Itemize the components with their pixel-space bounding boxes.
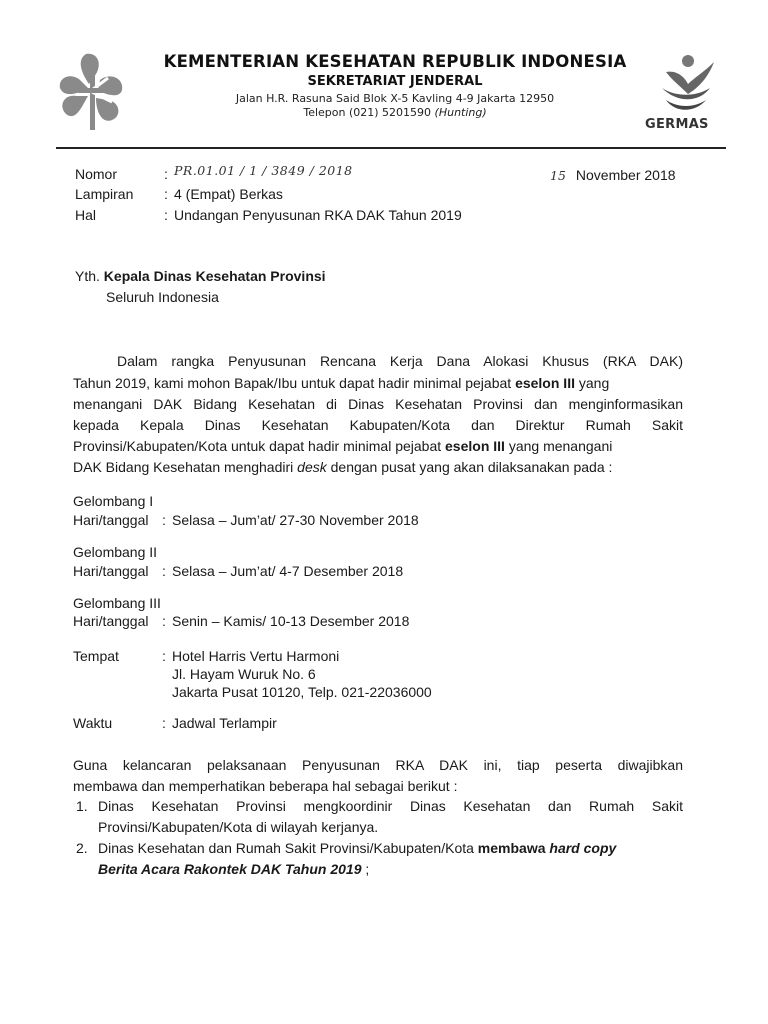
letterhead	[140, 52, 650, 119]
gelombang-1-label: Hari/tanggal	[73, 512, 149, 528]
paragraph-line: membawa dan memperhatikan beberapa hal sebagai berikut :	[73, 778, 458, 794]
date-day: 15	[550, 168, 566, 183]
list-item-text-part: Dinas Kesehatan dan Rumah Sakit Provinsi/Kabupaten/Kota	[98, 840, 478, 856]
letter-date	[550, 167, 676, 183]
nomor-label: Nomor	[75, 166, 118, 182]
tempat-label: Tempat	[73, 648, 119, 664]
gelombang-1-value: Selasa – Jum’at/ 27-30 November 2018	[172, 512, 419, 528]
list-item-number: 2.	[76, 840, 88, 856]
list-item-number: 1.	[76, 798, 88, 814]
emphasis-text: eselon III	[445, 438, 505, 454]
gelombang-3-title: Gelombang III	[73, 595, 161, 611]
addressee-line2: Seluruh Indonesia	[106, 289, 219, 305]
letterhead-phone	[140, 106, 650, 119]
emphasis-text: eselon III	[515, 375, 575, 391]
lampiran-value: 4 (Empat) Berkas	[174, 186, 283, 202]
nomor-value: PR.01.01 / 1 / 3849 / 2018	[174, 163, 353, 178]
paragraph-line	[73, 459, 683, 475]
paragraph-text: dengan pusat yang akan dilaksanakan pada :	[326, 459, 613, 475]
list-item-text: Provinsi/Kabupaten/Kota di wilayah kerjanya.	[98, 819, 379, 835]
gelombang-3-value: Senin – Kamis/ 10-13 Desember 2018	[172, 613, 410, 629]
gelombang-1-colon: :	[162, 512, 166, 528]
emphasis-text: desk	[297, 459, 327, 475]
paragraph-text: yang	[574, 375, 610, 391]
phone-number: Telepon (021) 5201590	[303, 106, 432, 119]
germas-label: GERMAS	[645, 117, 709, 132]
waktu-value: Jadwal Terlampir	[172, 715, 277, 731]
gelombang-2-title: Gelombang II	[73, 544, 158, 560]
list-item-text	[98, 861, 683, 877]
gelombang-1-title: Gelombang I	[73, 493, 154, 509]
kemenkes-logo-icon	[56, 50, 128, 136]
addressee-prefix: Yth.	[75, 268, 100, 284]
hal-value: Undangan Penyusunan RKA DAK Tahun 2019	[174, 207, 462, 223]
waktu-label: Waktu	[73, 715, 113, 731]
waktu-colon: :	[162, 715, 166, 731]
paragraph-line	[117, 353, 683, 369]
list-item-text	[98, 840, 683, 856]
paragraph-text: Dalam rangka Penyusunan Rencana Kerja Dana Alokasi Khusus (RKA DAK)	[117, 353, 683, 369]
hal-colon: :	[164, 207, 168, 223]
addressee	[75, 268, 326, 284]
tempat-line1: Hotel Harris Vertu Harmoni	[172, 648, 340, 664]
lampiran-colon: :	[164, 186, 168, 202]
gelombang-3-label: Hari/tanggal	[73, 613, 149, 629]
paragraph-text: Provinsi/Kabupaten/Kota untuk dapat hadir minimal pejabat	[73, 438, 446, 454]
phone-note: (Hunting)	[434, 106, 487, 119]
emphasis-text: hard copy	[549, 840, 617, 856]
gelombang-2-colon: :	[162, 563, 166, 579]
nomor-colon: :	[164, 166, 168, 182]
paragraph-text: menangani DAK Bidang Kesehatan di Dinas Kesehatan Provinsi dan menginformasikan	[73, 396, 683, 412]
paragraph-line	[73, 438, 683, 454]
emphasis-text: membawa	[477, 840, 546, 856]
letterhead-subtitle: SEKRETARIAT JENDERAL	[307, 74, 483, 89]
letterhead-title: KEMENTERIAN KESEHATAN REPUBLIK INDONESIA	[163, 52, 627, 71]
hal-label: Hal	[75, 207, 97, 223]
tempat-line2: Jl. Hayam Wuruk No. 6	[172, 666, 316, 682]
list-item-text: Dinas Kesehatan Provinsi mengkoordinir Dinas Kesehatan dan Rumah Sakit	[98, 798, 683, 814]
gelombang-3-colon: :	[162, 613, 166, 629]
list-item-text-part: ;	[361, 861, 370, 877]
paragraph-text: kepada Kepala Dinas Kesehatan Kabupaten/Kota dan Direktur Rumah Sakit	[73, 417, 683, 433]
paragraph-line	[73, 417, 683, 433]
emphasis-text: Berita Acara Rakontek DAK Tahun 2019	[98, 861, 362, 877]
paragraph-line	[73, 757, 683, 773]
gelombang-2-label: Hari/tanggal	[73, 563, 149, 579]
letterhead-address: Jalan H.R. Rasuna Said Blok X-5 Kavling 4-9 Jakarta 12950	[235, 92, 555, 105]
germas-logo-icon	[648, 52, 720, 116]
paragraph-text: Tahun 2019, kami mohon Bapak/Ibu untuk dapat hadir minimal pejabat	[73, 375, 516, 391]
paragraph-text: DAK Bidang Kesehatan menghadiri	[73, 459, 298, 475]
gelombang-2-value: Selasa – Jum’at/ 4-7 Desember 2018	[172, 563, 404, 579]
paragraph-line	[73, 375, 683, 391]
paragraph-text: yang menangani	[504, 438, 613, 454]
lampiran-label: Lampiran	[75, 186, 134, 202]
tempat-line3: Jakarta Pusat 10120, Telp. 021-22036000	[172, 684, 432, 700]
date-month-year: November 2018	[575, 167, 676, 183]
tempat-colon: :	[162, 648, 166, 664]
addressee-name: Kepala Dinas Kesehatan Provinsi	[103, 268, 326, 284]
letterhead-divider	[56, 147, 726, 149]
paragraph-line	[73, 396, 683, 412]
paragraph-text: Guna kelancaran pelaksanaan Penyusunan RKA DAK ini, tiap peserta diwajibkan	[73, 757, 683, 773]
